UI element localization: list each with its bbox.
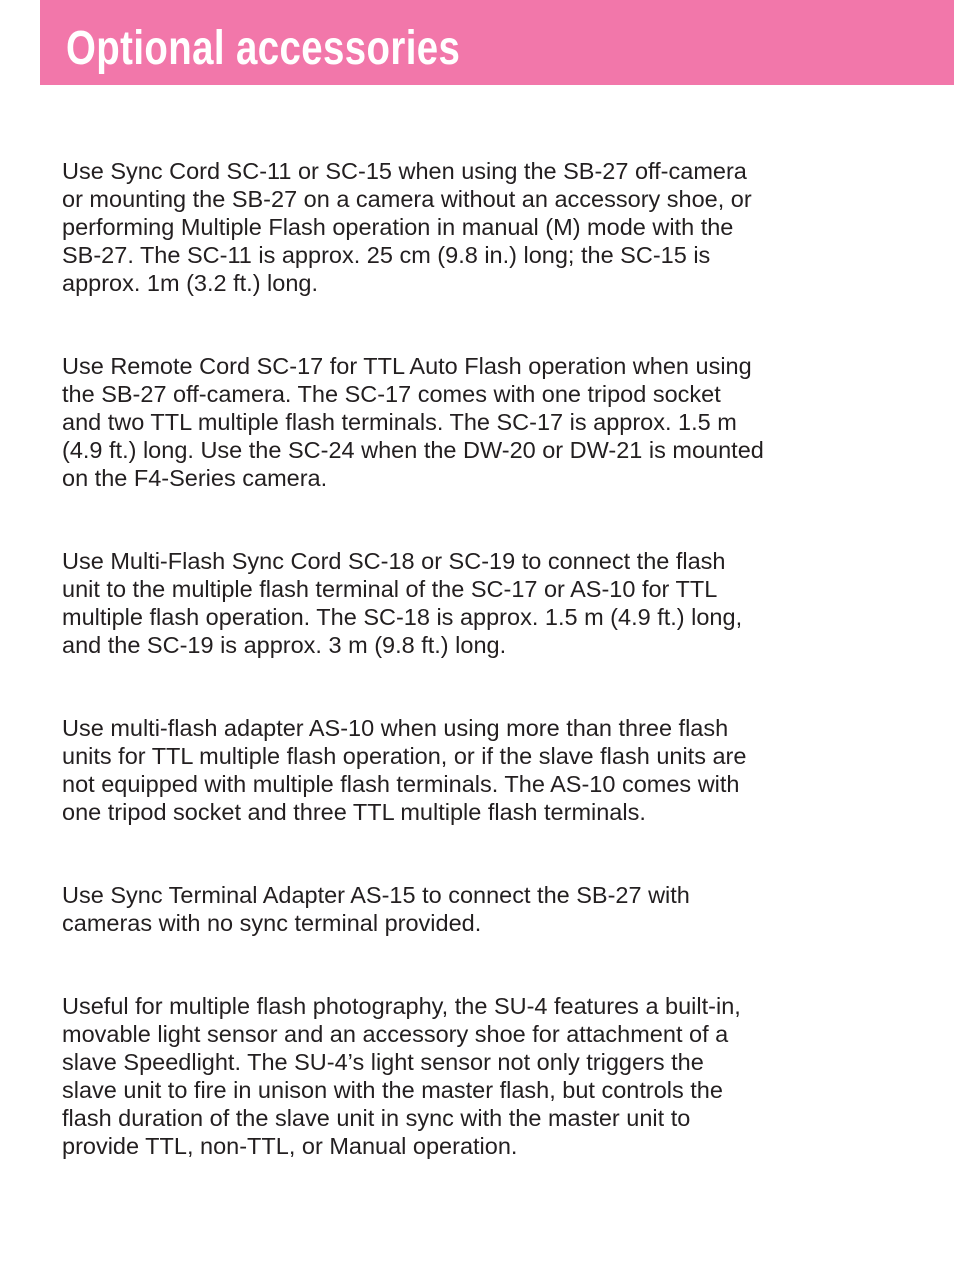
- paragraph-su4: Useful for multiple flash photography, the SU-4 features a built-in, movable light sensor and an accessory shoe for attachment of a slave Speedlight. The SU-4’s light sensor not only triggers the slave unit to fire in unison with the master flash, but controls the flash duration of the slave unit in sync with the master unit to provide TTL, non-TTL, or Manual operation.: [62, 993, 741, 1159]
- paragraph-sync-cord: Use Sync Cord SC-11 or SC-15 when using the SB-27 off-camera or mounting the SB-27 on a camera without an accessory shoe, or performing Multiple Flash operation in manual (M) mode with the SB-27. The SC-11 is approx. 25 cm (9.8 in.) long; the SC-15 is approx. 1m (3.2 ft.) long.: [62, 158, 752, 296]
- paragraph-remote-cord: Use Remote Cord SC-17 for TTL Auto Flash operation when using the SB-27 off-camera. The SC-17 comes with one tripod socket and two TTL multiple flash terminals. The SC-17 is approx. 1.5 m (4.9 ft.) long. Use the SC-24 when the DW-20 or DW-21 is mounted on the F4-Series camera.: [62, 353, 764, 491]
- paragraph-multi-flash-adapter: Use multi-flash adapter AS-10 when using more than three flash units for TTL multiple flash operation, or if the slave flash units are not equipped with multiple flash terminals. The AS-10 comes with one tripod socket and three TTL multiple flash terminals.: [62, 715, 747, 825]
- title-bar: [40, 0, 954, 85]
- paragraph-sync-terminal-adapter: Use Sync Terminal Adapter AS-15 to connect the SB-27 with cameras with no sync terminal provided.: [62, 882, 690, 936]
- page-title: Optional accessories: [66, 22, 461, 75]
- paragraph-multi-flash-sync-cord: Use Multi-Flash Sync Cord SC-18 or SC-19 to connect the flash unit to the multiple flash terminal of the SC-17 or AS-10 for TTL multiple flash operation. The SC-18 is approx. 1.5 m (4.9 ft.) long, and the SC-19 is approx. 3 m (9.8 ft.) long.: [62, 548, 743, 658]
